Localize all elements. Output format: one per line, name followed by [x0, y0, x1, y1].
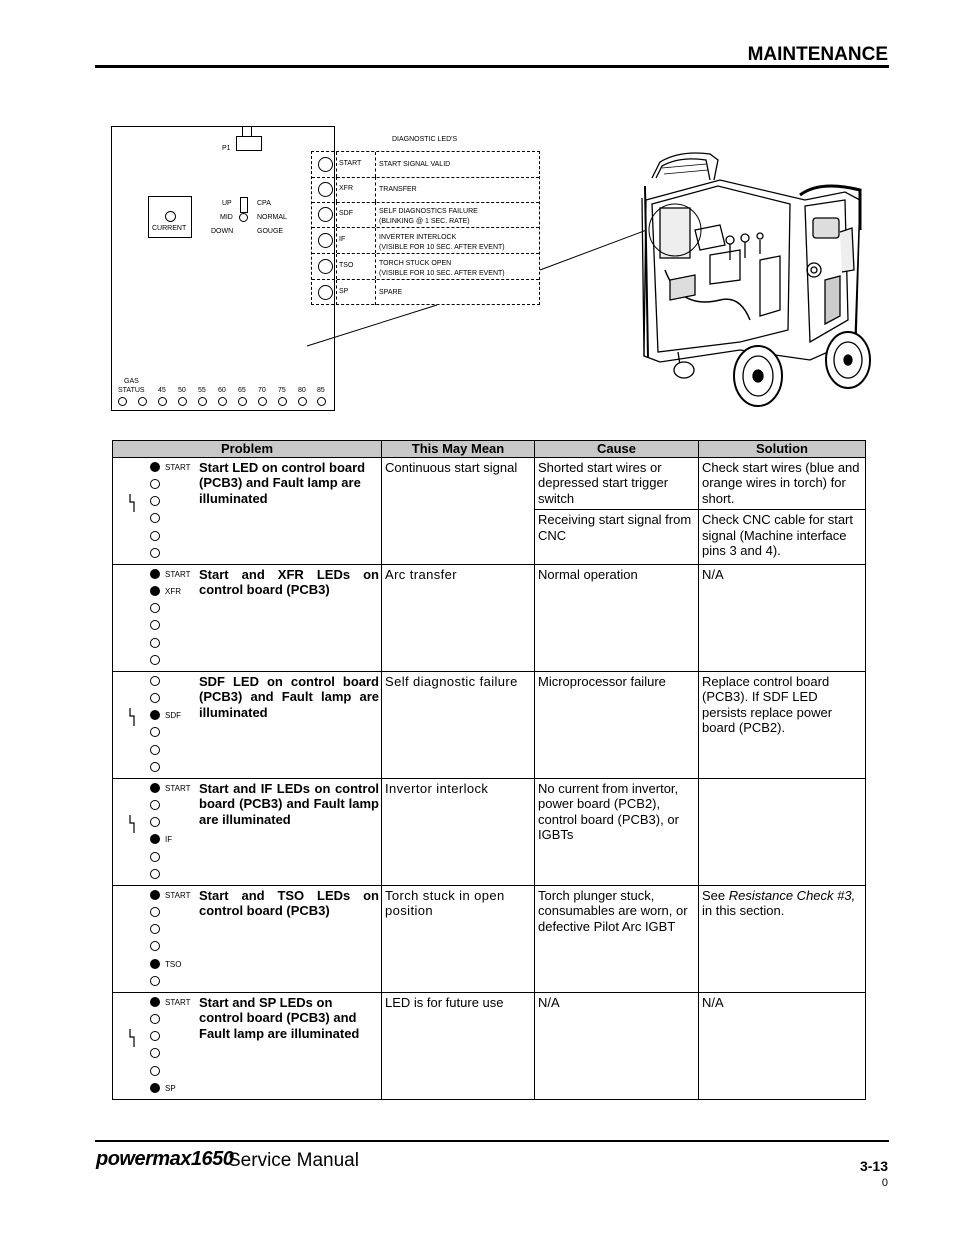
led-off-icon [150, 941, 160, 951]
cause-cell: Shorted start wires or depressed start trigger switch [535, 457, 699, 510]
p1-pin [251, 127, 252, 136]
led-off-icon [150, 1048, 160, 1058]
cause-cell: N/A [535, 992, 699, 1099]
switch-lever [240, 197, 248, 213]
pressure-75: 75 [278, 387, 286, 394]
cause-cell: Normal operation [535, 564, 699, 671]
diag-led-desc: START SIGNAL VALID [379, 161, 451, 168]
led-on-icon [150, 462, 160, 472]
led-off-icon [150, 727, 160, 737]
led-off-icon [150, 693, 160, 703]
table-row [113, 992, 866, 1099]
solution-cell: Check CNC cable for start signal (Machine interface pins 3 and 4). [699, 510, 866, 564]
col-header-mean: This May Mean [382, 441, 535, 458]
pressure-60: 60 [218, 387, 226, 394]
leader-line [307, 305, 437, 346]
led-label: TSO [165, 959, 182, 969]
resistance-check-reference: Resistance Check #3, [728, 887, 856, 903]
section-title: MAINTENANCE [747, 44, 888, 65]
led-label: XFR [165, 586, 181, 596]
table-row [113, 457, 866, 510]
table-row [113, 778, 866, 885]
led-label: IF [165, 835, 173, 845]
pressure-80: 80 [298, 387, 306, 394]
problem-cell: Start and IF LEDs on control board (PCB3) and Fault lamp are illuminated [195, 778, 382, 885]
led-off-icon [150, 869, 160, 879]
revision-number: 0 [881, 1177, 888, 1189]
plasma-cutter-unit-icon [642, 153, 870, 406]
leader-line [540, 228, 652, 270]
problem-cell: Start LED on control board (PCB3) and Fault lamp are illuminated [195, 457, 382, 564]
current-label: CURRENT [152, 225, 187, 232]
troubleshooting-table [112, 440, 866, 1100]
switch-down-label: DOWN [211, 228, 234, 235]
fault-lamp-icon [128, 707, 136, 727]
cause-cell: Receiving start signal from CNC [535, 510, 699, 564]
led-on-icon [150, 997, 160, 1007]
table-row [113, 564, 866, 671]
solution-cell: Check start wires (blue and orange wires in torch) for short. [699, 457, 866, 510]
switch-normal-label: NORMAL [257, 214, 287, 221]
led-label: SP [165, 1084, 176, 1093]
footer-rule [95, 1140, 889, 1142]
current-knob-box [148, 196, 192, 238]
table-row [113, 671, 866, 778]
switch-pivot [239, 213, 248, 222]
led-indicator-cell [113, 564, 196, 671]
diag-led-name: SDF [339, 210, 353, 217]
switch-gouge-label: GOUGE [257, 228, 284, 235]
pressure-led [198, 397, 207, 406]
led-label: START [165, 783, 191, 793]
solution-see: See [702, 887, 726, 903]
table-header-row [113, 441, 866, 458]
pressure-led [278, 397, 287, 406]
fault-lamp-icon [128, 814, 136, 834]
led-off-icon [150, 817, 160, 827]
diag-led-desc: TRANSFER [379, 186, 417, 193]
diag-led-desc: INVERTER INTERLOCK (VISIBLE FOR 10 SEC. AFTER EVENT) [379, 234, 505, 251]
pressure-led [218, 397, 227, 406]
diag-led-desc: TORCH STUCK OPEN (VISIBLE FOR 10 SEC. AFTER EVENT) [379, 260, 505, 277]
pressure-45: 45 [158, 387, 166, 394]
may-mean-cell: Torch stuck in open position [382, 885, 535, 992]
led-indicator-cell [113, 778, 196, 885]
col-header-problem: Problem [113, 441, 382, 458]
gas-label: GAS [124, 378, 139, 385]
p1-label: P1 [222, 145, 231, 152]
solution-cell [699, 885, 866, 992]
fault-lamp-icon [128, 1028, 136, 1048]
led-on-icon [150, 834, 160, 844]
problem-cell: Start and SP LEDs on control board (PCB3) and Fault lamp are illuminated [195, 992, 382, 1099]
solution-cell: N/A [699, 992, 866, 1099]
led-off-icon [150, 1014, 160, 1024]
led-off-icon [150, 638, 160, 648]
pressure-led [158, 397, 167, 406]
powermax-logo: powermax1650 [96, 1148, 234, 1170]
problem-cell: Start and TSO LEDs on control board (PCB3) [195, 885, 382, 992]
status-label: STATUS [118, 387, 145, 394]
p1-pin [242, 127, 243, 136]
diag-led-desc: SELF DIAGNOSTICS FAILURE (BLINKING @ 1 SEC. RATE) [379, 208, 478, 225]
col-header-solution: Solution [699, 441, 866, 458]
led-off-icon [150, 603, 160, 613]
problem-cell: SDF LED on control board (PCB3) and Fault lamp are illuminated [195, 671, 382, 778]
pressure-50: 50 [178, 387, 186, 394]
led-off-icon [150, 852, 160, 862]
led-on-icon [150, 959, 160, 969]
led-off-icon [150, 676, 160, 686]
solution-cell [699, 778, 866, 885]
gas-status-led [118, 397, 127, 406]
switch-up-label: UP [222, 200, 232, 207]
problem-cell: Start and XFR LEDs on control board (PCB3) [195, 564, 382, 671]
led-on-icon [150, 890, 160, 900]
solution-cell: Replace control board (PCB3). If SDF LED persists replace power board (PCB2). [699, 671, 866, 778]
led-off-icon [150, 976, 160, 986]
led-off-icon [150, 513, 160, 523]
fault-lamp-icon [128, 493, 136, 513]
led-off-icon [150, 531, 160, 541]
manual-title: Service Manual [228, 1150, 359, 1171]
pressure-85: 85 [317, 387, 325, 394]
diag-led-name: IF [339, 236, 346, 243]
pressure-led [178, 397, 187, 406]
diag-led-desc: SPARE [379, 289, 403, 296]
led-label: START [165, 462, 191, 472]
may-mean-cell: Continuous start signal [382, 457, 535, 564]
cause-cell: Microprocessor failure [535, 671, 699, 778]
led-label: SDF [165, 711, 181, 721]
col-header-cause: Cause [535, 441, 699, 458]
led-off-icon [150, 1066, 160, 1076]
table-row [113, 885, 866, 992]
led-off-icon [150, 762, 160, 772]
diag-led-name: XFR [339, 185, 353, 192]
cause-cell: No current from invertor, power board (PCB2), control board (PCB3), or IGBTs [535, 778, 699, 885]
led-off-icon [150, 620, 160, 630]
led-off-icon [150, 496, 160, 506]
switch-mid-label: MID [220, 214, 233, 221]
led-on-icon [150, 783, 160, 793]
pressure-55: 55 [198, 387, 206, 394]
diag-led-name: SP [339, 288, 349, 295]
header-rule [95, 65, 889, 68]
page-number: 3-13 [859, 1158, 888, 1174]
solution-cell: N/A [699, 564, 866, 671]
led-on-icon [150, 569, 160, 579]
may-mean-cell: Self diagnostic failure [382, 671, 535, 778]
pressure-led [138, 397, 147, 406]
led-on-icon [150, 1083, 160, 1093]
p1-connector [236, 136, 262, 151]
led-off-icon [150, 1031, 160, 1041]
led-off-icon [150, 924, 160, 934]
led-off-icon [150, 745, 160, 755]
led-on-icon [150, 586, 160, 596]
led-label: START [165, 569, 191, 579]
solution-rest: in this section. [702, 903, 785, 918]
led-off-icon [150, 655, 160, 665]
cause-cell: Torch plunger stuck, consumables are worn, or defective Pilot Arc IGBT [535, 885, 699, 992]
machine-illustration [300, 120, 900, 420]
may-mean-cell: Invertor interlock [382, 778, 535, 885]
diagnostic-leds-title: DIAGNOSTIC LED'S [392, 136, 458, 143]
pressure-led [258, 397, 267, 406]
pressure-65: 65 [238, 387, 246, 394]
switch-cpa-label: CPA [257, 200, 271, 207]
led-label: START [165, 997, 191, 1007]
led-on-icon [150, 710, 160, 720]
pressure-70: 70 [258, 387, 266, 394]
may-mean-cell: LED is for future use [382, 992, 535, 1099]
led-off-icon [150, 479, 160, 489]
led-indicator-cell [113, 992, 196, 1099]
pressure-led [238, 397, 247, 406]
diag-led-name: TSO [339, 262, 354, 269]
diag-led-name: START [339, 160, 362, 167]
led-label: START [165, 890, 191, 900]
current-knob [165, 211, 176, 222]
led-off-icon [150, 548, 160, 558]
led-indicator-cell [113, 457, 196, 564]
led-off-icon [150, 800, 160, 810]
may-mean-cell: Arc transfer [382, 564, 535, 671]
led-indicator-cell [113, 885, 196, 992]
led-off-icon [150, 907, 160, 917]
led-indicator-cell [113, 671, 196, 778]
